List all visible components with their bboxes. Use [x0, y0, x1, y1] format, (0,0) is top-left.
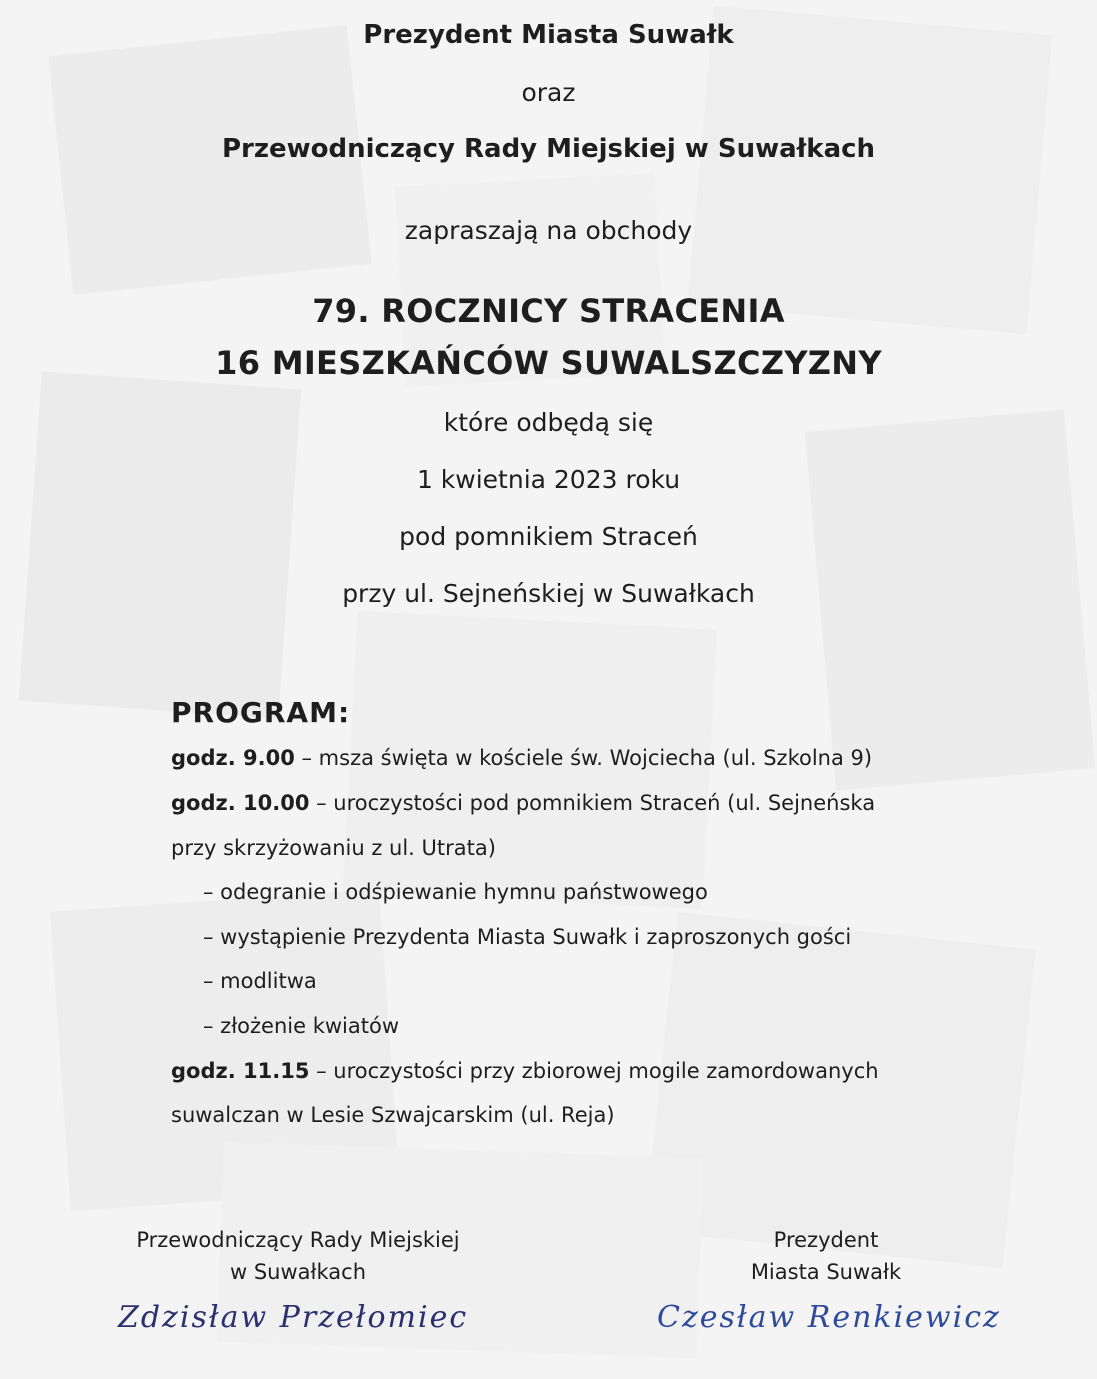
event-title-line-1: 79. ROCZNICY STRACENIA: [312, 292, 785, 330]
event-location-line-1: pod pomnikiem Straceń: [399, 522, 698, 551]
program-item-2: [171, 791, 875, 815]
event-detail-line-1: które odbędą się: [443, 408, 654, 437]
event-date: 1 kwietnia 2023 roku: [416, 465, 681, 494]
right-signatory-title-line-1: Prezydent: [773, 1228, 879, 1252]
organizer-line-1: Prezydent Miasta Suwałk: [363, 20, 734, 50]
right-signatory-title-line-2: Miasta Suwałk: [750, 1260, 902, 1284]
left-signature: Zdzisław Przełomiec: [118, 1300, 469, 1335]
program-subitem-2: – wystąpienie Prezydenta Miasta Suwałk i zaproszonych gości: [203, 925, 852, 949]
program-item-2-continuation: przy skrzyżowaniu z ul. Utrata): [171, 836, 496, 860]
program-item-3-continuation: suwalczan w Lesie Szwajcarskim (ul. Reja): [171, 1103, 615, 1127]
left-signatory-title-line-2: w Suwałkach: [229, 1260, 367, 1284]
program-item-3-text: – uroczystości przy zbiorowej mogile zamordowanych: [309, 1059, 879, 1083]
program-item-2-text: – uroczystości pod pomnikiem Straceń (ul. Sejneńska: [309, 791, 876, 815]
program-item-1: [171, 746, 872, 770]
program-item-3: [171, 1059, 879, 1083]
right-signature: Czesław Renkiewicz: [657, 1300, 1001, 1335]
program-subitem-1: – odegranie i odśpiewanie hymnu państwowego: [203, 880, 708, 904]
organizer-line-2: Przewodniczący Rady Miejskiej w Suwałkach: [221, 134, 876, 164]
program-item-1-text: – msza święta w kościele św. Wojciecha (ul. Szkolna 9): [294, 746, 873, 770]
left-signatory-title-line-1: Przewodniczący Rady Miejskiej: [136, 1228, 460, 1252]
program-item-3-time: godz. 11.15: [171, 1059, 310, 1083]
program-subitem-4: – złożenie kwiatów: [203, 1014, 399, 1038]
event-title-line-2: 16 MIESZKAŃCÓW SUWALSZCZYZNY: [215, 344, 882, 382]
program-heading: PROGRAM:: [171, 696, 351, 729]
right-signatory-title: [676, 1224, 976, 1288]
program-subitem-3: – modlitwa: [203, 969, 317, 993]
program-item-1-time: godz. 9.00: [171, 746, 295, 770]
program-item-2-time: godz. 10.00: [171, 791, 310, 815]
invite-phrase: zapraszają na obchody: [404, 216, 693, 245]
organizer-conjunction: oraz: [521, 78, 576, 107]
left-signatory-title: [98, 1224, 498, 1288]
event-location-line-2: przy ul. Sejneńskiej w Suwałkach: [342, 579, 755, 608]
